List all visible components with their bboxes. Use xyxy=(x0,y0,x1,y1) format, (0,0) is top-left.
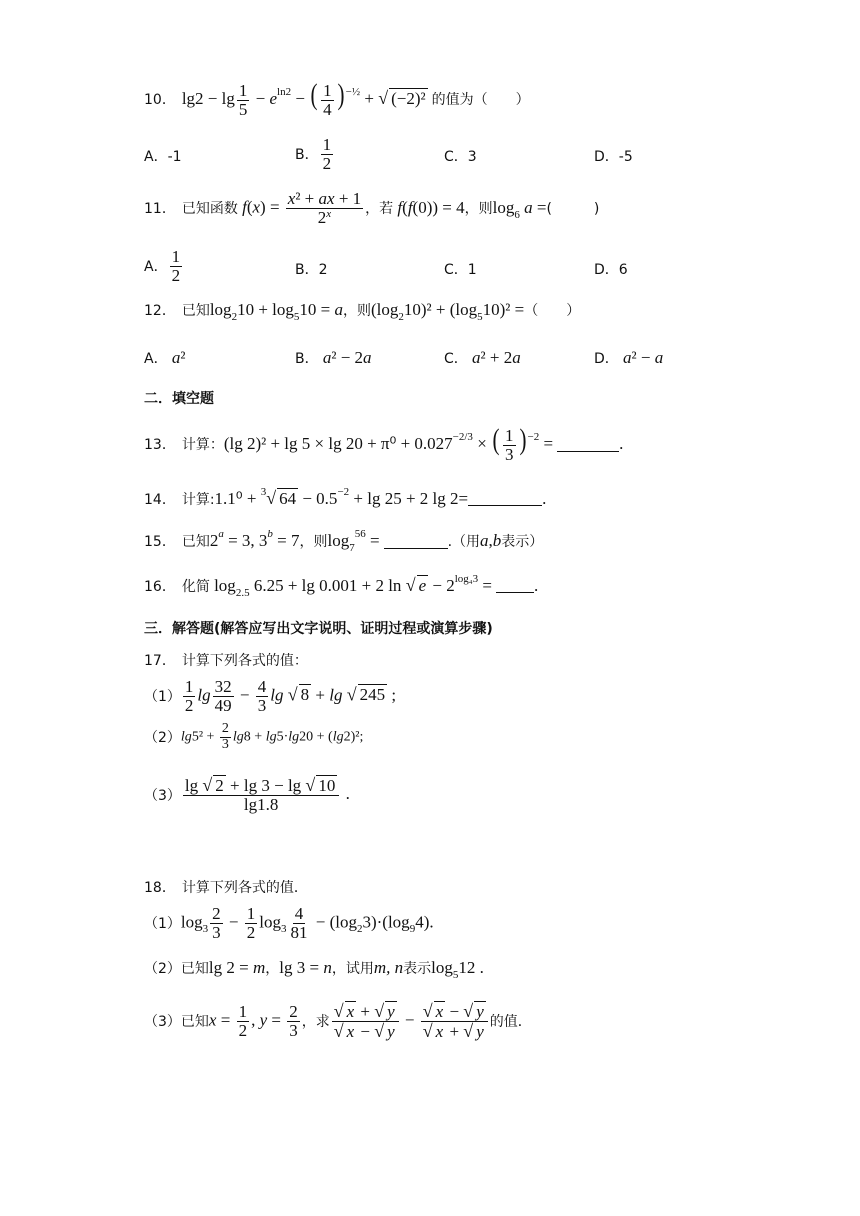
option-a: A． $\frac{1}{2}$ xyxy=(144,247,181,285)
question-text: ，求 xyxy=(301,1014,330,1031)
question-16: 16． 化简 $\log_{2.5} 6.25 + \lg 0.001 + 2$ ln √ $e - 2^{log_43}$ = . xyxy=(144,573,539,599)
question-text: 计算: xyxy=(181,491,215,508)
math-expression: $\log_3$ $\frac{2}{3}$ − $\frac{1}{2}$ $\log_3$ $\frac{4}{81}$ − $(\log_23)\cdot(\log_94)$. xyxy=(180,904,434,942)
question-number: 15． xyxy=(144,534,176,550)
answer-blank[interactable] xyxy=(384,534,448,549)
math-expression: lg5² + $\frac{2}{3}$ lg8 + lg5·lg20 + (lg2)²; xyxy=(180,721,364,752)
math-expression: lg 2 = m xyxy=(208,958,266,977)
option-c: C． a² + 2a xyxy=(444,348,521,367)
math-expression: f(f(0)) = 4 xyxy=(397,198,465,218)
question-number: 16． xyxy=(144,578,176,595)
question-text: ，若 xyxy=(365,201,394,218)
question-text: 表示 xyxy=(403,961,432,977)
question-18-part-1 xyxy=(144,905,434,942)
question-text: ，则 xyxy=(342,303,371,319)
section-heading: 二．填空题 xyxy=(144,391,214,407)
math-expression: 1.1⁰ + $^3$√ $64 - 0.5^{-2} + \lg 25 + 2$ lg 2= xyxy=(214,486,469,508)
question-18-part-3 xyxy=(144,1002,532,1041)
question-text: 的值． xyxy=(489,1014,532,1031)
question-text: 计算： xyxy=(181,437,224,454)
question-number: 11． xyxy=(144,201,176,218)
part-label: （1） xyxy=(144,689,181,706)
math-expression: lg2 − lg $\frac{1}{5}$ − $e^{ln2}$ − ( $\frac{1}{4}$ ) $^{-\frac{1}{2}}$ + √ (−2)² xyxy=(181,78,426,119)
question-number: 17． xyxy=(144,653,176,669)
part-label: （3） xyxy=(144,787,181,804)
question-text: ，试用 xyxy=(331,961,374,977)
math-expression: $(\log_210)^2 + (\log_510)^2$ = xyxy=(370,300,525,323)
option-d: D． a² − a xyxy=(594,348,664,367)
question-number: 18． xyxy=(144,880,176,896)
question-12 xyxy=(144,300,581,323)
question-10 xyxy=(144,80,530,118)
answer-blank[interactable] xyxy=(496,578,534,593)
question-number: 10． xyxy=(144,92,176,109)
question-number: 14． xyxy=(144,491,176,508)
math-expression: $\frac{√ x + √ y}{√ x - √ y}$ − $\frac{√ x - √ y}{√ x + √ y}$ xyxy=(330,1002,490,1041)
math-expression: f(x) = $\frac{\text{x² + ax + 1}}{2^x}$ xyxy=(242,189,362,227)
answer-blank[interactable] xyxy=(557,437,619,452)
question-17-part-1 xyxy=(144,678,396,715)
question-tail: 表示） xyxy=(501,534,544,550)
question-number: 13． xyxy=(144,437,176,454)
question-14: 14． 计算: 1.1⁰ + $^3$√ $64 - 0.5^{-2} + \lg 25 + 2$ lg 2= . xyxy=(144,486,547,508)
question-tail: .（用 xyxy=(447,534,481,550)
part-label: （3）已知 xyxy=(144,1014,209,1031)
question-18 xyxy=(144,877,308,897)
option-c: C．3 xyxy=(444,149,477,165)
option-a: A． a² xyxy=(144,348,186,367)
question-18-part-2 xyxy=(144,958,484,981)
question-11 xyxy=(144,190,599,227)
option-a: A．-1 xyxy=(144,149,182,165)
math-expression: (lg $2)^2 + \lg 5 \times \lg 20 + \pi^0 + 0.027^{-2/3}$ × ( $\frac{1}{3}$ ) $^{-2}$ = xyxy=(223,423,554,464)
option-b: B．2 xyxy=(295,262,328,278)
part-label: （1） xyxy=(144,916,181,933)
math-expression: $\log_6 a$ = xyxy=(492,198,547,222)
question-text: ，则 xyxy=(464,201,493,218)
question-tail: 的值为（ ） xyxy=(431,92,530,109)
question-text: 已知 xyxy=(181,534,210,550)
question-tail: ( ) xyxy=(546,201,600,218)
separator: ， xyxy=(265,961,280,977)
question-text: 化简 xyxy=(181,578,210,595)
option-b: B． a² − 2a xyxy=(295,348,372,367)
answer-blank[interactable] xyxy=(468,491,542,506)
part-label: （2） xyxy=(144,730,181,747)
math-expression: $\log_7^{56}$ = xyxy=(327,528,380,554)
math-expression: lg 3 = n xyxy=(279,958,332,977)
question-text: 计算下列各式的值： xyxy=(181,653,308,669)
question-13: 13． 计算： (lg $2)^2 + \lg 5 \times \lg 20 + \pi^0 + 0.027^{-2/3}$ × ( $\frac{1}{3}$ ) $^{-2}$ = . xyxy=(144,423,624,464)
question-text: ，则 xyxy=(299,534,328,550)
question-17 xyxy=(144,650,308,670)
part-label: （2）已知 xyxy=(144,961,209,977)
math-expression: $\log_{2.5} 6.25 + \lg 0.001 + 2$ ln √ $e - 2^{log_43}$ = xyxy=(209,573,492,599)
math-expression: $\frac{1}{2}$ lg $\frac{32}{49}$ − $\frac{4}{3}$ lg √ 8 + lg √ 245 ; xyxy=(184,677,397,715)
question-tail: （ ） xyxy=(524,303,581,319)
question-15: 15． 已知 $2^a = 3$, $3^b = 7$ ，则 $\log_7^{56}$ = .（用 a , b 表示） xyxy=(144,528,544,554)
math-expression: $\log_512$ . xyxy=(431,958,484,981)
math-expression: m, n xyxy=(373,958,404,977)
math-expression: x = $\frac{1}{2}$ , y = $\frac{2}{3}$ xyxy=(208,1002,298,1040)
option-c: C．1 xyxy=(444,262,477,278)
math-expression: a xyxy=(480,531,489,550)
question-17-part-3 xyxy=(144,776,350,814)
option-d: D．6 xyxy=(594,262,628,278)
question-text: 计算下列各式的值． xyxy=(181,880,308,896)
section-heading: 三．解答题(解答应写出文字说明、证明过程或演算步骤) xyxy=(144,621,493,637)
option-d: D．-5 xyxy=(594,149,633,165)
math-expression: $\log_210 + \log_510 = a$ xyxy=(209,300,343,323)
question-17-part-2 xyxy=(144,722,363,752)
option-b: B． $\frac{1}{2}$ xyxy=(295,135,332,173)
question-text: 已知函数 xyxy=(181,201,238,218)
math-expression: $\frac{\lg √ 2 + \lg 3 - \lg √ 10}{\lg 1.8}$ . xyxy=(184,775,350,814)
math-expression: $2^a = 3$, $3^b = 7$ xyxy=(209,528,300,550)
question-text: 已知 xyxy=(181,303,210,319)
question-number: 12． xyxy=(144,303,176,319)
